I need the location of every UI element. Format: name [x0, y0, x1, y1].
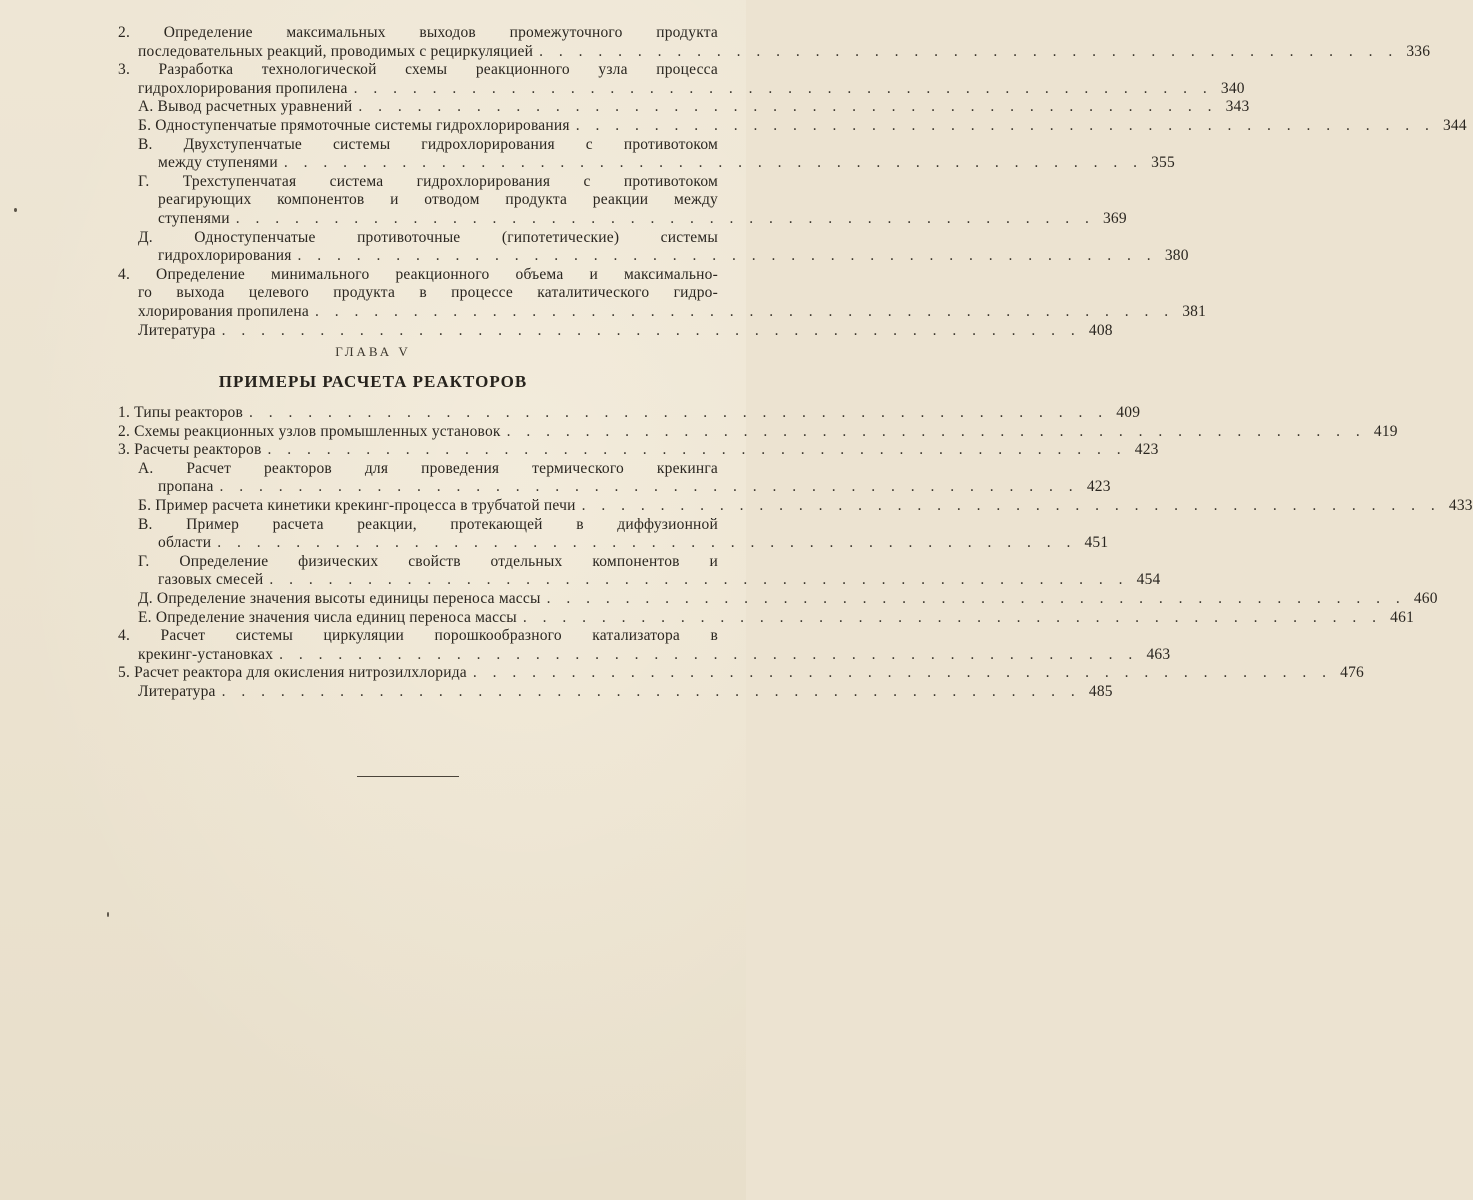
toc-entry-text: гидрохлорирования пропилена: [138, 79, 348, 97]
dot-leader: . . . . . . . . . . . . . . . . . . . . . . . . . . . . . . . . . . . . . . . . . . . .: [575, 116, 1435, 134]
toc-page-number: 423: [1086, 478, 1111, 496]
toc-entry: [118, 404, 1141, 423]
dot-leader: . . . . . . . . . . . . . . . . . . . . . . . . . . . . . . . . . . . . . . . . . . . .: [279, 645, 1139, 663]
toc-line: [118, 645, 1171, 665]
toc-entry: [118, 265, 1207, 322]
chapter-title: ПРИМЕРЫ РАСЧЕТА РЕАКТОРОВ: [218, 372, 528, 391]
toc-line: [138, 589, 1438, 609]
toc-line: [138, 154, 1175, 173]
toc-line: [138, 191, 718, 210]
end-rule: [357, 776, 459, 777]
toc-entry: [118, 441, 1159, 460]
toc-page-number: 344: [1442, 116, 1467, 134]
toc-entry-text: 2. Схемы реакционных узлов промышленных установок: [118, 422, 501, 440]
toc-line: [138, 247, 1189, 266]
toc-page-number: 369: [1102, 209, 1127, 227]
dot-leader: . . . . . . . . . . . . . . . . . . . . . . . . . . . . . . . . . . . . . . . . . . . .: [283, 154, 1143, 172]
dot-leader: . . . . . . . . . . . . . . . . . . . . . . . . . . . . . . . . . . . . . . . . . . . .: [269, 571, 1129, 589]
toc-entry-text: Д. Одноступенчатые противоточные (гипотетические) системы: [138, 228, 718, 246]
toc-page-number: 463: [1146, 645, 1171, 663]
toc-line: [138, 478, 1111, 497]
toc-entry-text: крекинг-установках: [138, 645, 274, 663]
dot-leader: . . . . . . . . . . . . . . . . . . . . . . . . . . . . . . . . . . . . . . . . . . . .: [297, 247, 1157, 265]
toc-entry: [118, 496, 1473, 516]
toc-line: [138, 229, 718, 248]
dot-leader: . . . . . . . . . . . . . . . . . . . . . . . . . . . . . . . . . . . . . . . . . . . .: [314, 302, 1175, 320]
toc-page-number: 476: [1340, 664, 1365, 682]
dot-leader: . . . . . . . . . . . . . . . . . . . . . . . . . . . . . . . . . . . . . . . . . . . .: [221, 682, 1081, 700]
dot-leader: . . . . . . . . . . . . . . . . . . . . . . . . . . . . . . . . . . . . . . . . . . . .: [539, 42, 1399, 60]
toc-entry-text: пропана: [158, 478, 214, 496]
dot-leader: . . . . . . . . . . . . . . . . . . . . . . . . . . . . . . . . . . . . . . . . . . . .: [358, 98, 1218, 116]
toc-line: [138, 209, 1127, 229]
toc-entry: [118, 135, 1175, 173]
toc-entry-text: Б. Пример расчета кинетики крекинг-процесса в трубчатой печи: [138, 496, 576, 514]
toc-page-number: 423: [1134, 441, 1159, 459]
toc-entry: [118, 552, 1161, 590]
toc-entry-text: ступенями: [158, 209, 230, 227]
toc-page-number: 355: [1151, 154, 1175, 172]
toc-page-number: 461: [1390, 608, 1415, 626]
toc-page-number: 433: [1448, 496, 1473, 514]
toc-entry-text: гидрохлорирования: [158, 247, 292, 265]
toc-entry-text: Д. Определение значения высоты единицы переноса массы: [138, 589, 541, 607]
toc-page-number: 419: [1373, 422, 1398, 440]
toc-section-top: [118, 24, 1467, 340]
toc-line: [138, 608, 1415, 628]
toc-entry: [118, 24, 1431, 61]
toc-line: [118, 24, 718, 43]
toc-entry-text: А. Расчет реакторов для проведения термического крекинга: [138, 459, 718, 477]
toc-entry-text: 5. Расчет реактора для окисления нитрозилхлорида: [118, 664, 467, 682]
toc-line: [138, 173, 718, 192]
toc-entry-text: хлорирования пропилена: [138, 302, 309, 320]
paper-speck: [14, 208, 17, 212]
toc-entry-text: го выхода целевого продукта в процессе каталитического гидро-: [138, 284, 718, 302]
toc-page-number: 454: [1136, 571, 1161, 589]
toc-entry: [118, 321, 1113, 341]
toc-entry-text: реагирующих компонентов и отводом продукта реакции между: [158, 191, 718, 209]
toc-entry-text: последовательных реакций, проводимых с рециркуляцией: [138, 42, 534, 60]
toc-line: [138, 136, 718, 155]
toc-line: [118, 79, 1245, 99]
toc-page-number: 460: [1413, 589, 1438, 607]
toc-entry-text: газовых смесей: [158, 571, 264, 589]
chapter-label: ГЛАВА V: [335, 344, 411, 359]
dot-leader: . . . . . . . . . . . . . . . . . . . . . . . . . . . . . . . . . . . . . . . . . . . .: [219, 478, 1079, 496]
toc-line: [138, 321, 1113, 341]
toc-entry: [118, 627, 1171, 664]
toc-entry-text: между ступенями: [158, 154, 278, 172]
toc-line: [138, 460, 718, 479]
dot-leader: . . . . . . . . . . . . . . . . . . . . . . . . . . . . . . . . . . . . . . . . . . . .: [472, 664, 1333, 682]
toc-entry-text: Литература: [138, 682, 216, 700]
toc-line: [138, 534, 1109, 553]
dot-leader: . . . . . . . . . . . . . . . . . . . . . . . . . . . . . . . . . . . . . . . . . . . .: [249, 404, 1109, 421]
toc-line: [118, 404, 1141, 423]
toc-entry-text: Е. Определение значения числа единиц переноса массы: [138, 608, 517, 626]
dot-leader: . . . . . . . . . . . . . . . . . . . . . . . . . . . . . . . . . . . . . . . . . . . .: [581, 496, 1441, 514]
toc-line: [118, 441, 1159, 460]
toc-line: [138, 571, 1161, 590]
dot-leader: . . . . . . . . . . . . . . . . . . . . . . . . . . . . . . . . . . . . . . . . . . . .: [506, 422, 1366, 440]
toc-entry: [118, 61, 1245, 98]
toc-entry-text: 1. Типы реакторов: [118, 404, 244, 421]
toc-entry: [118, 608, 1415, 628]
toc-entry-text: 4. Расчет системы циркуляции порошкообразного катализатора в: [118, 627, 718, 645]
toc-entry-text: Г. Определение физических свойств отдельных компонентов и: [138, 552, 718, 570]
toc-line: [118, 61, 718, 80]
toc-page-number: 408: [1088, 321, 1113, 339]
toc-entry: [118, 515, 1109, 553]
toc-line: [118, 42, 1431, 62]
toc-line: [118, 664, 1365, 683]
toc-entry-text: Б. Одноступенчатые прямоточные системы гидрохлорирования: [138, 116, 570, 134]
toc-page-number: 485: [1088, 682, 1113, 700]
toc-entry-text: А. Вывод расчетных уравнений: [138, 98, 353, 116]
toc-page-number: 380: [1164, 247, 1189, 265]
toc-line: [118, 284, 718, 303]
dot-leader: . . . . . . . . . . . . . . . . . . . . . . . . . . . . . . . . . . . . . . . . . . . .: [267, 441, 1127, 459]
toc-page-number: 409: [1116, 404, 1141, 421]
toc-entry-text: области: [158, 534, 212, 552]
paper-speck: [107, 912, 109, 917]
toc-entry: [118, 459, 1111, 497]
toc-entry-text: Литература: [138, 321, 216, 339]
dot-leader: . . . . . . . . . . . . . . . . . . . . . . . . . . . . . . . . . . . . . . . . . . . .: [353, 79, 1213, 97]
toc-entry: [118, 116, 1467, 136]
toc-entry: [118, 664, 1365, 683]
dot-leader: . . . . . . . . . . . . . . . . . . . . . . . . . . . . . . . . . . . . . . . . . . . .: [217, 534, 1077, 552]
toc-page-number: 336: [1406, 42, 1431, 60]
toc-entry: [118, 682, 1113, 702]
toc-page-number: 451: [1084, 534, 1109, 552]
dot-leader: . . . . . . . . . . . . . . . . . . . . . . . . . . . . . . . . . . . . . . . . . . . .: [221, 321, 1081, 339]
toc-line: [138, 516, 718, 535]
dot-leader: . . . . . . . . . . . . . . . . . . . . . . . . . . . . . . . . . . . . . . . . . . . .: [522, 608, 1383, 626]
toc-entry-text: 3. Расчеты реакторов: [118, 441, 262, 459]
toc-entry-text: Г. Трехступенчатая система гидрохлорирования с противотоком: [138, 172, 718, 190]
toc-entry-text: В. Пример расчета реакции, протекающей в диффузионной: [138, 515, 718, 533]
toc-line: [118, 302, 1207, 322]
toc-entry-text: В. Двухступенчатые системы гидрохлорирования с противотоком: [138, 135, 718, 153]
toc-page-number: 343: [1225, 98, 1250, 116]
toc-line: [138, 98, 1250, 117]
toc-page-number: 340: [1220, 79, 1245, 97]
toc-line: [138, 682, 1113, 702]
toc-entry-text: 4. Определение минимального реакционного объема и максимально-: [118, 265, 718, 283]
toc-entry: [118, 98, 1250, 117]
toc-entry-text: 3. Разработка технологической схемы реакционного узла процесса: [118, 61, 718, 79]
toc-line: [118, 627, 718, 646]
toc-page-number: 381: [1182, 302, 1207, 320]
toc-line: [138, 496, 1473, 516]
toc-line: [118, 266, 718, 285]
toc-entry: [118, 589, 1438, 609]
dot-leader: . . . . . . . . . . . . . . . . . . . . . . . . . . . . . . . . . . . . . . . . . . . .: [546, 589, 1406, 607]
toc-entry: [118, 228, 1189, 266]
toc-entry: [118, 422, 1398, 442]
toc-section-bottom: [118, 404, 1473, 702]
toc-line: [138, 116, 1467, 136]
toc-line: [118, 422, 1398, 442]
dot-leader: . . . . . . . . . . . . . . . . . . . . . . . . . . . . . . . . . . . . . . . . . . . .: [235, 209, 1095, 227]
toc-entry: [118, 172, 1127, 229]
toc-entry-text: 2. Определение максимальных выходов промежуточного продукта: [118, 24, 718, 41]
toc-line: [138, 553, 718, 572]
